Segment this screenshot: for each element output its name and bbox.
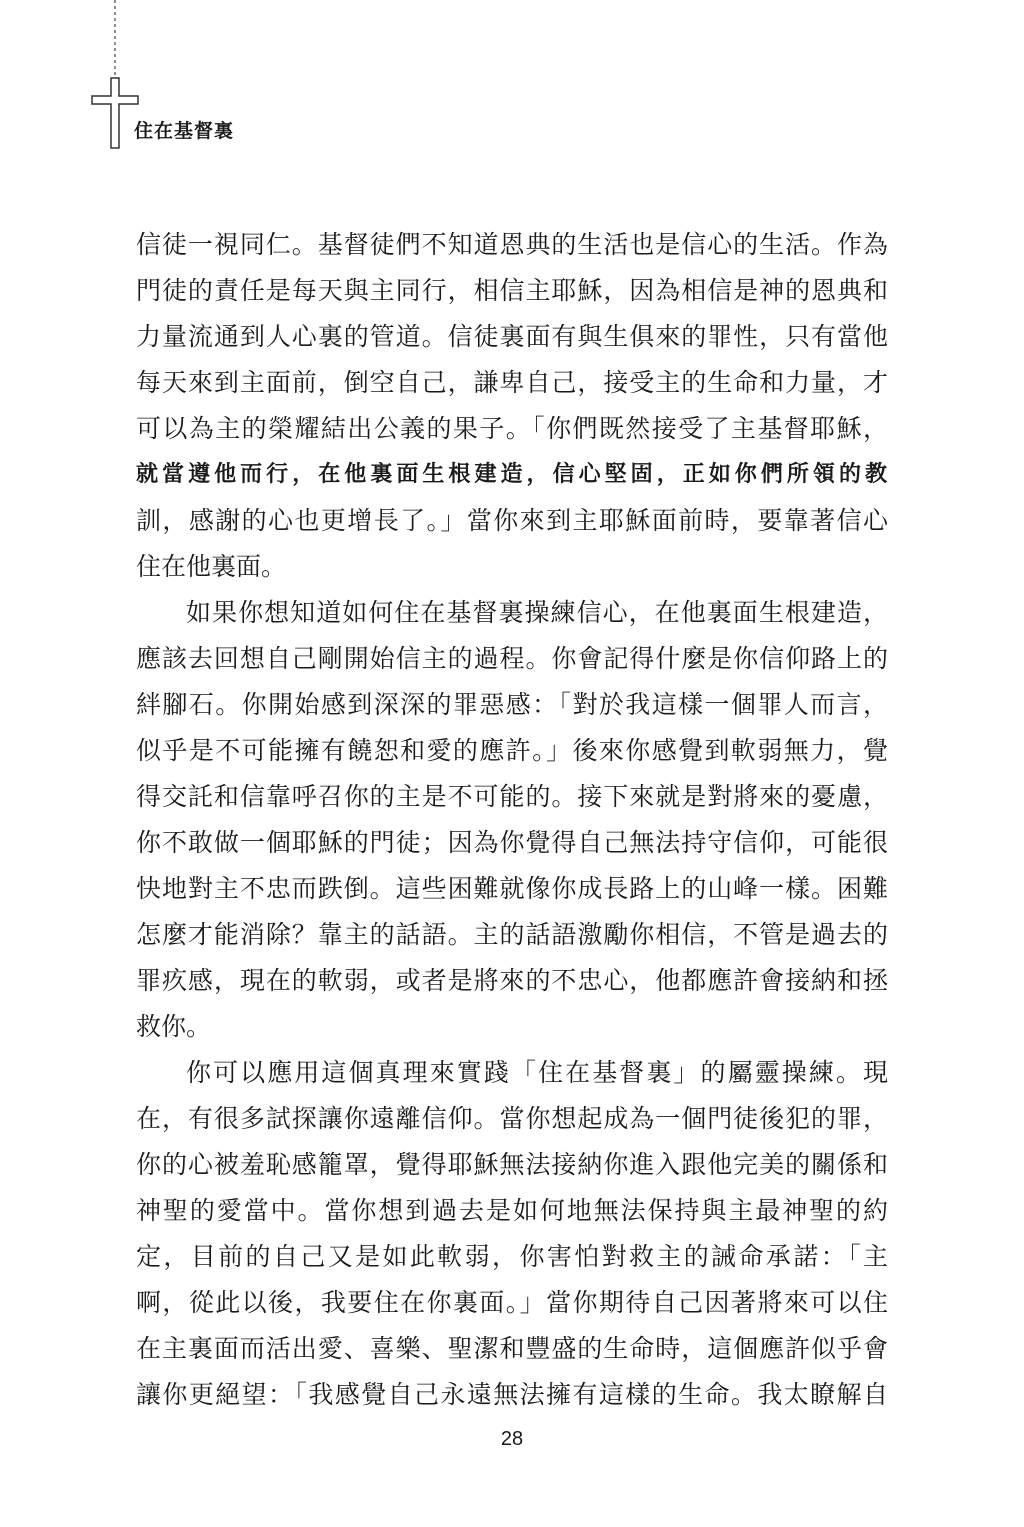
- text-line: 怎麼才能消除？靠主的話語。主的話語激勵你相信，不管是過去的: [136, 920, 888, 949]
- text-line: 信徒一視同仁。基督徒們不知道恩典的生活也是信心的生活。作為: [136, 230, 888, 259]
- running-head: 住在基督裏: [134, 120, 235, 142]
- text-line: 定，目前的自己又是如此軟弱，你害怕對救主的誡命承諾：「主: [136, 1242, 888, 1271]
- text-line: 你可以應用這個真理來實踐「住在基督裏」的屬靈操練。現: [186, 1058, 888, 1087]
- text-line: 似乎是不可能擁有饒恕和愛的應許。」後來你感覺到軟弱無力，覺: [136, 736, 888, 765]
- text-line: 啊，從此以後，我要住在你裏面。」當你期待自己因著將來可以住: [136, 1288, 888, 1317]
- text-line: 快地對主不忠而跌倒。這些困難就像你成長路上的山峰一樣。困難: [136, 874, 888, 903]
- cross-ornament-icon: [0, 0, 140, 150]
- scripture-quote-line: 就當遵他而行，在他裏面生根建造，信心堅固，正如你們所領的教: [136, 462, 888, 487]
- text-line: 每天來到主面前，倒空自己，謙卑自己，接受主的生命和力量，才: [136, 368, 888, 397]
- paragraph: [136, 1050, 888, 1418]
- text-line: 可以為主的榮耀結出公義的果子。「你們既然接受了主基督耶穌，: [136, 414, 888, 443]
- text-line: 在，有很多試探讓你遠離信仰。當你想起成為一個門徒後犯的罪，: [136, 1104, 888, 1133]
- text-line: 如果你想知道如何住在基督裏操練信心，在他裏面生根建造，: [186, 598, 888, 627]
- body-text: [136, 222, 888, 1418]
- text-line: 絆腳石。你開始感到深深的罪惡感：「對於我這樣一個罪人而言，: [136, 690, 888, 719]
- text-line: 神聖的愛當中。當你想到過去是如何地無法保持與主最神聖的約: [136, 1196, 888, 1225]
- text-line: 訓，感謝的心也更增長了。」當你來到主耶穌面前時，要靠著信心: [136, 506, 888, 535]
- text-line: 讓你更絕望：「我感覺自己永遠無法擁有這樣的生命。我太瞭解自: [136, 1380, 888, 1409]
- text-line: 力量流通到人心裏的管道。信徒裏面有與生俱來的罪性，只有當他: [136, 322, 888, 351]
- text-line: 得交託和信靠呼召你的主是不可能的。接下來就是對將來的憂慮，: [136, 782, 888, 811]
- text-line: 應該去回想自己剛開始信主的過程。你會記得什麼是你信仰路上的: [136, 644, 888, 673]
- paragraph: [136, 222, 888, 590]
- text-line: 你不敢做一個耶穌的門徒；因為你覺得自己無法持守信仰，可能很: [136, 828, 888, 857]
- page-number: 28: [500, 1428, 524, 1450]
- text-line: 門徒的責任是每天與主同行，相信主耶穌，因為相信是神的恩典和: [136, 276, 888, 305]
- text-line: 罪疚感，現在的軟弱，或者是將來的不忠心，他都應許會接納和拯: [136, 966, 888, 995]
- text-line: 住在他裏面。: [136, 552, 287, 581]
- text-line: 在主裏面而活出愛、喜樂、聖潔和豐盛的生命時，這個應許似乎會: [136, 1334, 888, 1363]
- text-line: 救你。: [136, 1012, 212, 1041]
- paragraph: [136, 590, 888, 1050]
- text-line: 你的心被羞恥感籠罩，覺得耶穌無法接納你進入跟他完美的關係和: [136, 1150, 888, 1179]
